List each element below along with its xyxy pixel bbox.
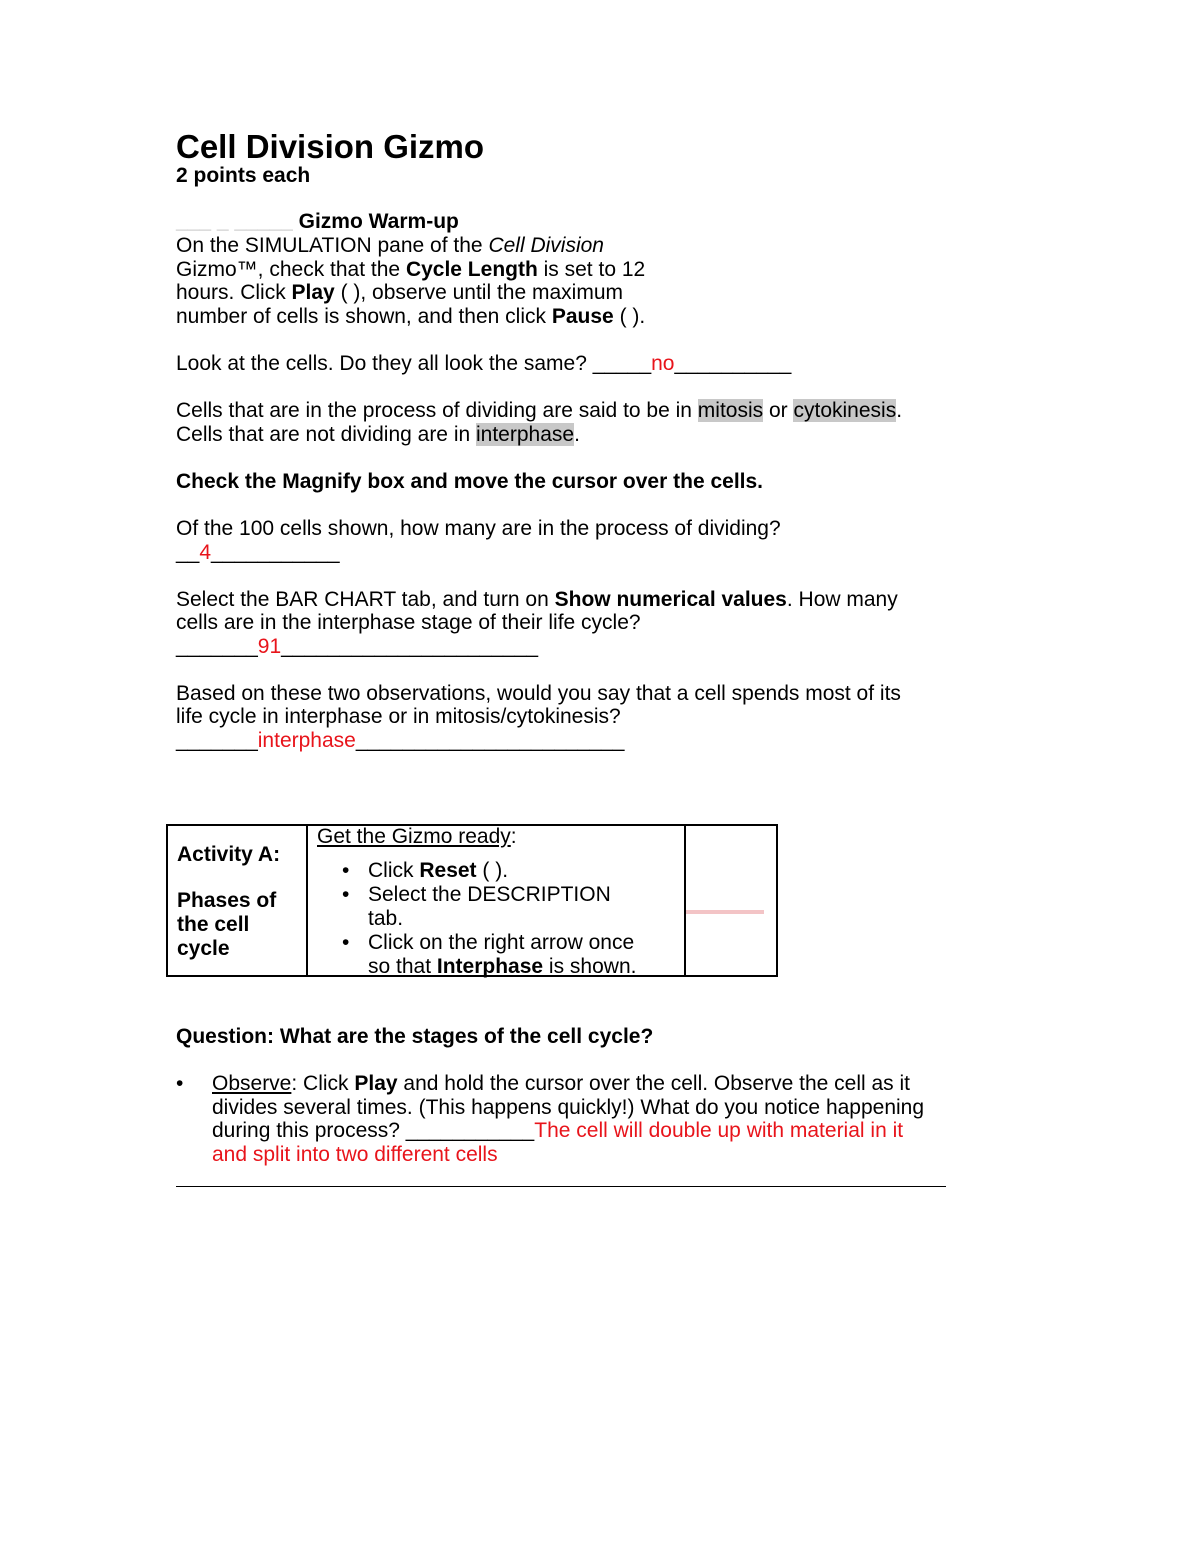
term-cytokinesis: cytokinesis [793, 399, 897, 422]
text-span: Gizmo™, check that the [176, 258, 406, 281]
activity-title-line: Phases of [177, 889, 277, 912]
answer-4: 4 [199, 541, 212, 564]
text-span: . How many [786, 588, 898, 611]
bullet-reset [368, 859, 508, 883]
question-heading [176, 1025, 653, 1049]
text-span: . [574, 423, 580, 446]
gizmo-ready-cell [308, 825, 686, 978]
gizmo-name: Cell Division [488, 234, 604, 257]
activity-a-table [166, 824, 778, 977]
answer-interphase-count-line [176, 635, 538, 659]
page-title: Cell Division Gizmo [176, 128, 485, 165]
answer-blank: _______________________ [355, 729, 625, 752]
bullet: • [342, 859, 350, 882]
interphase-term: Interphase [436, 955, 544, 978]
answer-blank: _______ [176, 729, 258, 752]
bullet: • [176, 1072, 184, 1095]
term-mitosis: mitosis [697, 399, 764, 422]
cycle-length-term: Cycle Length [405, 258, 538, 281]
activity-label: Activity A: [177, 843, 281, 866]
text-span: Select the BAR CHART tab, and turn on [176, 588, 555, 611]
answer-life-cycle-line [176, 729, 624, 753]
answer-dividing-count-line [176, 541, 340, 565]
ready-heading-text: Get the Gizmo ready [317, 825, 511, 848]
text-span: or [763, 399, 794, 422]
show-values-term: Show numerical values [554, 588, 787, 611]
answer-blank: __________ [674, 352, 792, 375]
answer-observe: The cell will double up with material in it [534, 1119, 904, 1142]
warmup-heading-line [176, 210, 459, 234]
text-span: ( ). [476, 859, 509, 882]
pause-term: Pause [551, 305, 614, 328]
warmup-heading-blank: ___ _ _____ [176, 210, 293, 233]
text-span: : Click [291, 1072, 355, 1095]
points-subtitle: 2 points each [176, 164, 311, 187]
text-span: is shown. [543, 955, 637, 978]
question-dividing-count: Of the 100 cells shown, how many are in the process of dividing? [176, 517, 781, 540]
warmup-para1-line4 [176, 305, 645, 329]
text-span: ( ). [613, 305, 646, 328]
magnify-instruction [176, 470, 763, 494]
answer-91: 91 [257, 635, 282, 658]
question-life-cycle-line2: life cycle in interphase or in mitosis/cytokinesis? [176, 705, 621, 728]
warmup-para1-line3 [176, 281, 623, 305]
bullet: • [342, 883, 350, 906]
text-span: Cells that are in the process of dividing are said to be in [176, 399, 698, 422]
answer-blank: ______________________ [281, 635, 539, 658]
gizmo-ready-heading [317, 825, 517, 849]
observe-line3 [212, 1119, 903, 1143]
activity-title-line: cycle [177, 937, 230, 960]
text-span: : [510, 825, 517, 848]
answer-blank: __ [176, 541, 200, 564]
bullet-description-line2: tab. [368, 907, 404, 930]
answer-blank: _______ [176, 635, 258, 658]
warmup-para1-line1 [176, 234, 604, 258]
question-bar-chart-line2: cells are in the interphase stage of their life cycle? [176, 611, 641, 634]
observe-line1 [212, 1072, 910, 1096]
text-span: number of cells is shown, and then click [176, 305, 552, 328]
observe-label: Observe [212, 1072, 292, 1095]
text-span: Cells that are not dividing are in [176, 423, 476, 446]
answer-rule [176, 1186, 946, 1187]
play-term: Play [291, 281, 335, 304]
answer-no: no [651, 352, 675, 375]
question-heading-text: Question: What are the stages of the cell cycle? [176, 1025, 654, 1048]
dividing-para-line2 [176, 423, 580, 447]
question-text: Look at the cells. Do they all look the same? _____ [176, 352, 652, 375]
activity-title-line: the cell [177, 913, 250, 936]
question-same-look [176, 352, 791, 376]
answer-blank: ___________ [211, 541, 340, 564]
observe-line2: divides several times. (This happens quickly!) What do you notice happening [212, 1096, 925, 1119]
play-term: Play [354, 1072, 398, 1095]
bullet: • [342, 931, 350, 954]
activity-label-cell [168, 826, 308, 975]
text-span: On the SIMULATION pane of the [176, 234, 489, 257]
text-span: is set to 12 [537, 258, 646, 281]
magnify-text: Check the Magnify box and move the cursor over the cells. [176, 470, 763, 493]
text-span: during this process? ___________ [212, 1119, 535, 1142]
question-life-cycle-line1: Based on these two observations, would you say that a cell spends most of its [176, 682, 901, 705]
text-span: hours. Click [176, 281, 292, 304]
bullet-arrow-line1: Click on the right arrow once [368, 931, 635, 954]
bullet-description-line1: Select the DESCRIPTION [368, 883, 611, 906]
bullet-arrow-line2 [368, 955, 636, 979]
answer-interphase: interphase [257, 729, 356, 752]
reset-term: Reset [419, 859, 477, 882]
blank-image-cell [686, 826, 776, 975]
dividing-para-line1 [176, 399, 902, 423]
text-span: . [896, 399, 903, 422]
warmup-heading: Gizmo Warm-up [298, 210, 459, 233]
text-span: ( ), observe until the maximum [334, 281, 623, 304]
text-span: Click [368, 859, 420, 882]
question-bar-chart-line1 [176, 588, 898, 612]
text-span: so that [368, 955, 437, 978]
warmup-para1-line2 [176, 258, 645, 282]
pink-divider [686, 910, 764, 914]
term-interphase: interphase [476, 423, 575, 446]
answer-observe-line2: and split into two different cells [212, 1143, 498, 1166]
text-span: and hold the cursor over the cell. Observe the cell as it [397, 1072, 911, 1095]
